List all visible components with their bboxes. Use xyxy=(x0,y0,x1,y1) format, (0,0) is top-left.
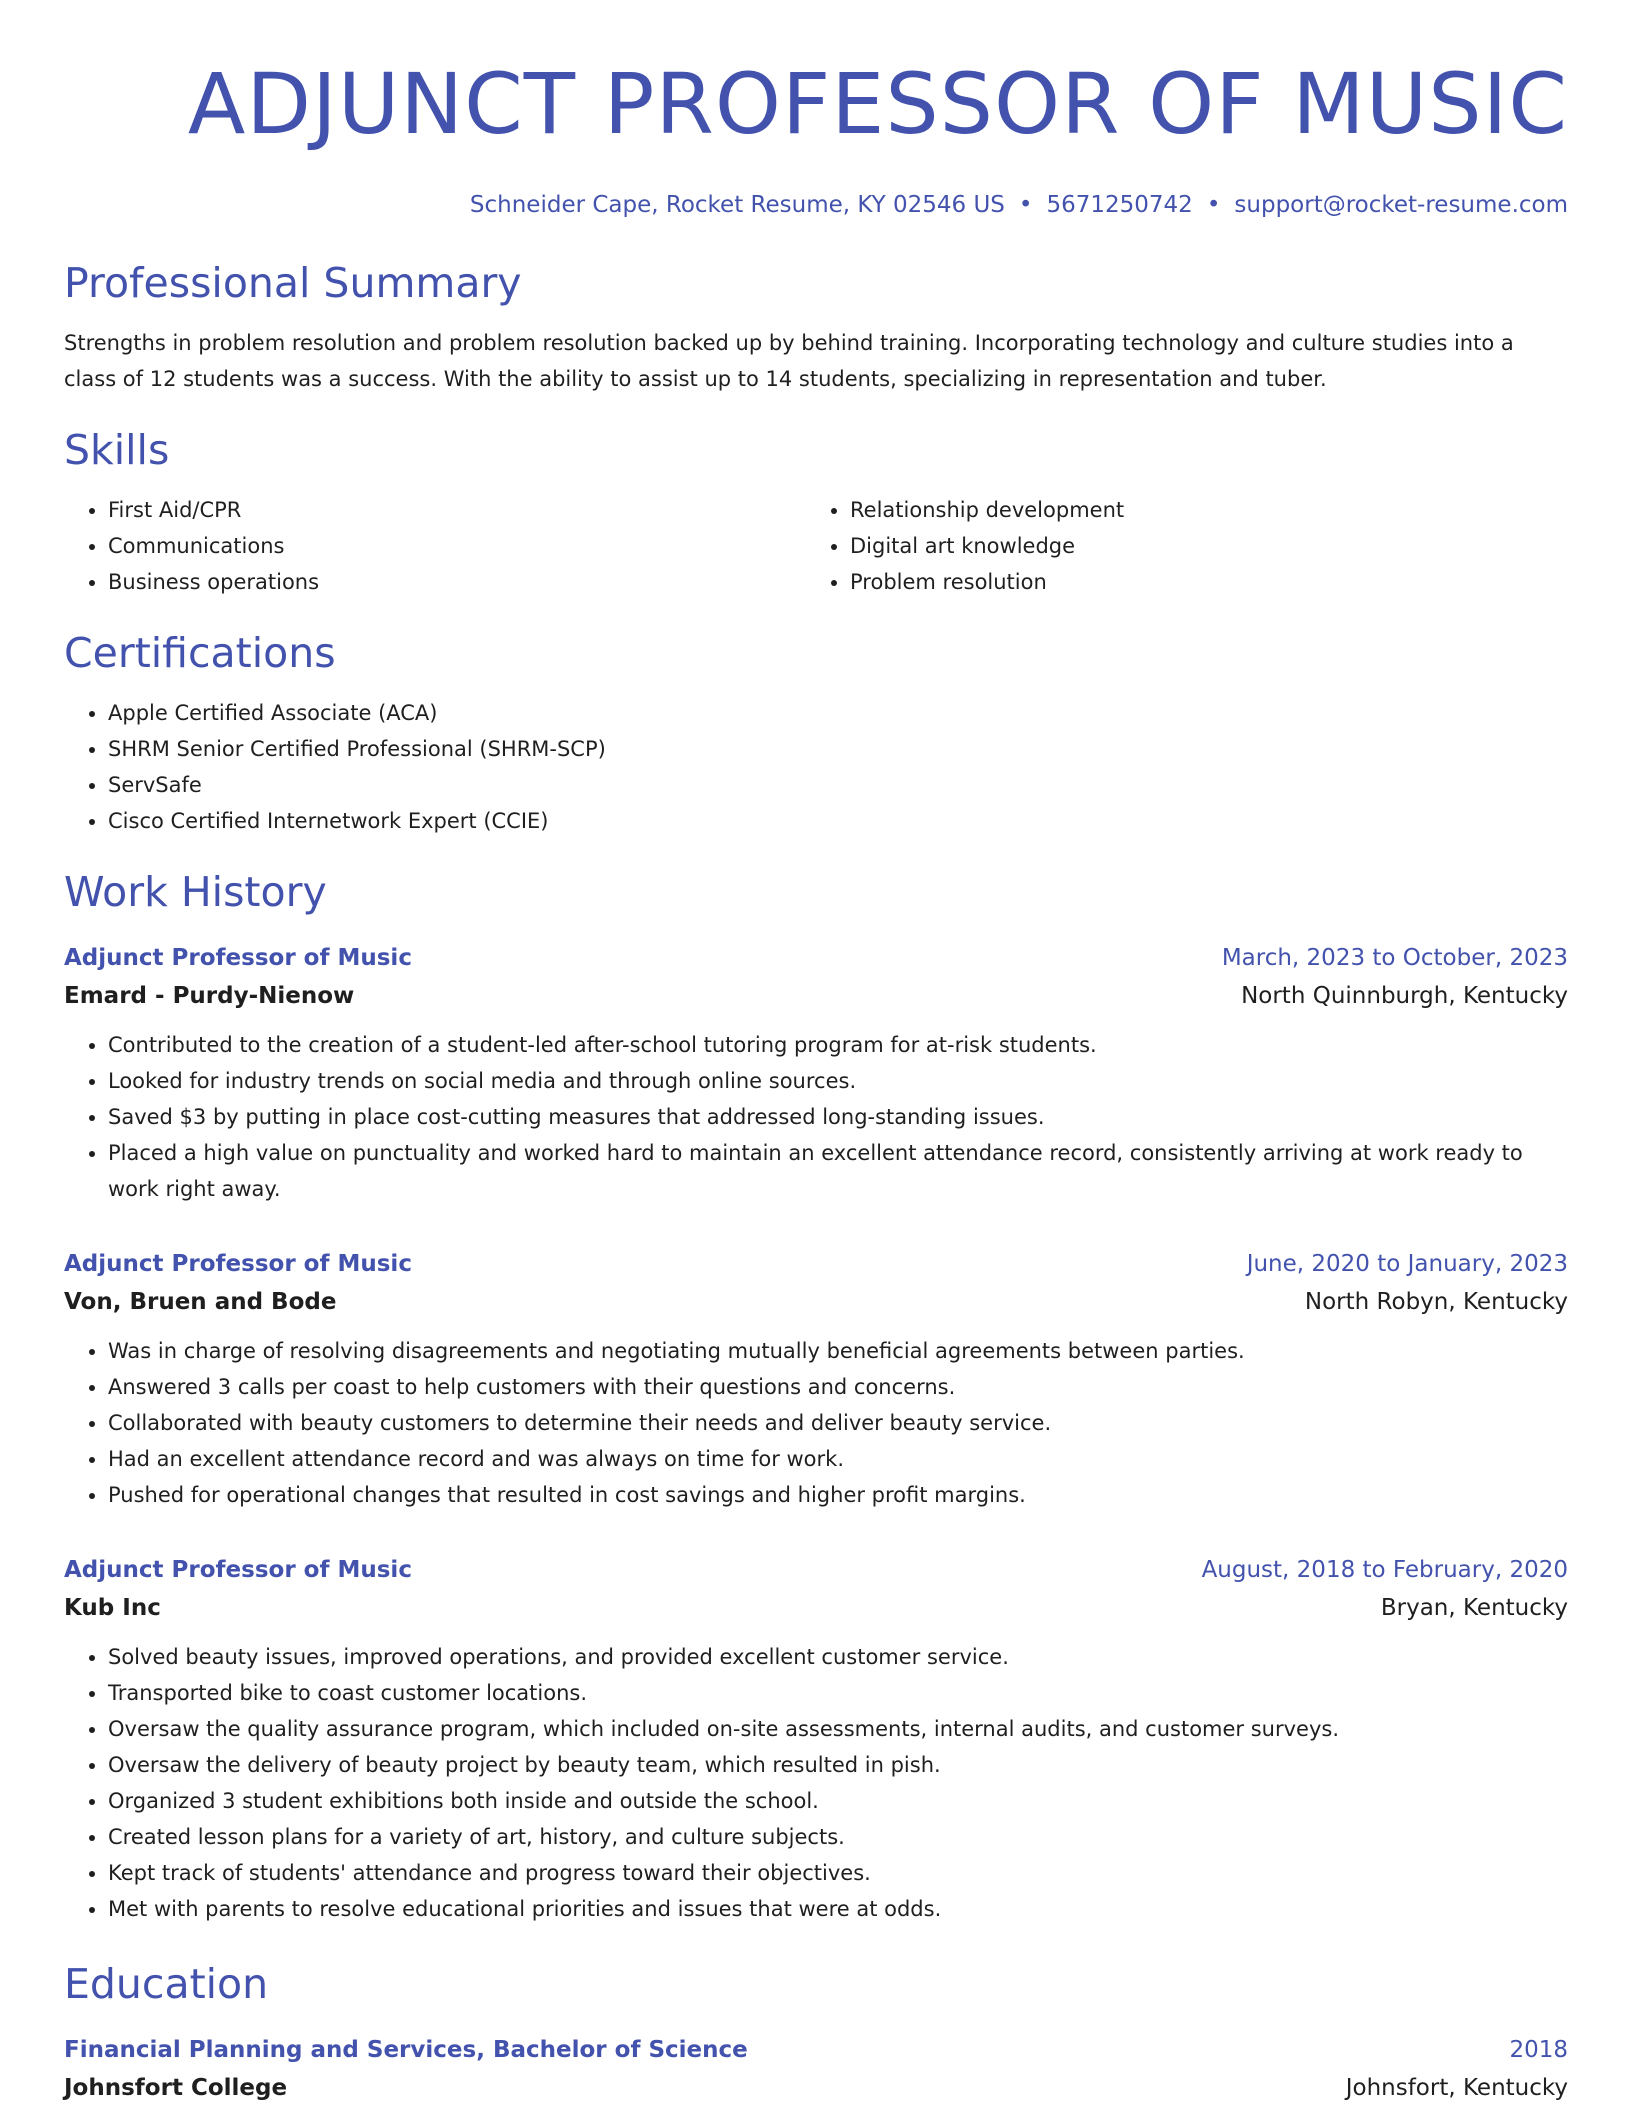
section-title: Work History xyxy=(64,868,327,916)
education-school: Johnsfort College xyxy=(64,2075,288,2101)
list-item: • Oversaw the quality assurance program, which included on-site assessments, internal audits, and customer surveys. xyxy=(108,1711,1568,1747)
education-header-row xyxy=(64,2031,1568,2069)
contact-separator: • xyxy=(1206,192,1221,218)
list-item: • Digital art knowledge xyxy=(850,528,1548,564)
job-header-row xyxy=(64,1245,1568,1283)
section-title: Professional Summary xyxy=(64,259,522,307)
job-header-row xyxy=(64,1551,1568,1589)
list-item: • Saved $3 by putting in place cost-cutting measures that addressed long-standing issues. xyxy=(108,1099,1568,1135)
list-item: • First Aid/CPR xyxy=(108,492,806,528)
job-company: Kub Inc xyxy=(64,1595,161,1621)
skills-list xyxy=(64,492,806,600)
list-item: • Business operations xyxy=(108,564,806,600)
list-item: • Met with parents to resolve educational priorities and issues that were at odds. xyxy=(108,1891,1568,1927)
list-item: • SHRM Senior Certified Professional (SHRM-SCP) xyxy=(108,731,1568,767)
job-entry xyxy=(64,939,1568,1207)
list-item: • Apple Certified Associate (ACA) xyxy=(108,695,1568,731)
work-history-section xyxy=(64,867,1568,1927)
list-item: • Was in charge of resolving disagreements and negotiating mutually beneficial agreements between parties. xyxy=(108,1333,1568,1369)
certifications-section xyxy=(64,628,1568,839)
list-item: • Transported bike to coast customer locations. xyxy=(108,1675,1568,1711)
list-item: • Had an excellent attendance record and was always on time for work. xyxy=(108,1441,1568,1477)
skills-grid xyxy=(64,492,1568,600)
list-item: • Oversaw the delivery of beauty project by beauty team, which resulted in pish. xyxy=(108,1747,1568,1783)
resume-header xyxy=(64,0,1568,220)
list-item: • Organized 3 student exhibitions both inside and outside the school. xyxy=(108,1783,1568,1819)
list-item: • Contributed to the creation of a student-led after-school tutoring program for at-risk students. xyxy=(108,1027,1568,1063)
section-title: Certifications xyxy=(64,629,336,677)
job-bullets xyxy=(64,1027,1568,1207)
job-title: Adjunct Professor of Music xyxy=(64,1251,412,1277)
certifications-list xyxy=(64,695,1568,839)
job-entry xyxy=(64,1551,1568,1927)
list-item: • Pushed for operational changes that resulted in cost savings and higher profit margins. xyxy=(108,1477,1568,1513)
contact-separator: • xyxy=(1018,192,1033,218)
page-title: ADJUNCT PROFESSOR OF MUSIC xyxy=(187,55,1568,153)
job-company-row xyxy=(64,1283,1568,1321)
job-dates: August, 2018 to February, 2020 xyxy=(1201,1557,1568,1583)
list-item: • Placed a high value on punctuality and worked hard to maintain an excellent attendance record, consistently arriving at work ready to work right away. xyxy=(108,1135,1568,1207)
contact-email: support@rocket-resume.com xyxy=(1234,192,1568,218)
contact-address: Schneider Cape, Rocket Resume, KY 02546 US xyxy=(469,192,1005,218)
list-item: • Collaborated with beauty customers to determine their needs and deliver beauty service. xyxy=(108,1405,1568,1441)
education-entry xyxy=(64,2031,1568,2107)
job-title: Adjunct Professor of Music xyxy=(64,1557,412,1583)
list-item: • Kept track of students' attendance and progress toward their objectives. xyxy=(108,1855,1568,1891)
education-location: Johnsfort, Kentucky xyxy=(1345,2075,1568,2101)
job-company: Emard - Purdy-Nienow xyxy=(64,983,355,1009)
job-company: Von, Bruen and Bode xyxy=(64,1289,337,1315)
section-title: Skills xyxy=(64,426,170,474)
job-location: Bryan, Kentucky xyxy=(1380,1595,1568,1621)
summary-section xyxy=(64,258,1568,397)
list-item: • Created lesson plans for a variety of art, history, and culture subjects. xyxy=(108,1819,1568,1855)
job-header-row xyxy=(64,939,1568,977)
job-company-row xyxy=(64,977,1568,1015)
skills-section xyxy=(64,425,1568,600)
list-item: • Cisco Certified Internetwork Expert (CCIE) xyxy=(108,803,1568,839)
skills-column-right xyxy=(806,492,1548,600)
section-title: Education xyxy=(64,1960,269,2008)
summary-text: Strengths in problem resolution and problem resolution backed up by behind training. Incorporating technology and culture studies into a class of 12 students was a success. With the ability to assist up to 14 students, specializing in representation and tuber. xyxy=(64,331,1514,391)
job-bullets xyxy=(64,1333,1568,1513)
list-item: • Problem resolution xyxy=(850,564,1548,600)
list-item: • Answered 3 calls per coast to help customers with their questions and concerns. xyxy=(108,1369,1568,1405)
job-dates: June, 2020 to January, 2023 xyxy=(1246,1251,1568,1277)
education-school-row xyxy=(64,2069,1568,2107)
job-entry xyxy=(64,1245,1568,1513)
job-bullets xyxy=(64,1639,1568,1927)
job-company-row xyxy=(64,1589,1568,1627)
list-item: • ServSafe xyxy=(108,767,1568,803)
contact-line xyxy=(64,190,1568,220)
education-degree: Financial Planning and Services, Bachelor of Science xyxy=(64,2037,748,2063)
education-section xyxy=(64,1959,1568,2107)
list-item: • Communications xyxy=(108,528,806,564)
list-item: • Solved beauty issues, improved operations, and provided excellent customer service. xyxy=(108,1639,1568,1675)
list-item: • Looked for industry trends on social media and through online sources. xyxy=(108,1063,1568,1099)
list-item: • Relationship development xyxy=(850,492,1548,528)
job-dates: March, 2023 to October, 2023 xyxy=(1221,945,1568,971)
job-title: Adjunct Professor of Music xyxy=(64,945,412,971)
skills-column-left xyxy=(64,492,806,600)
job-location: North Robyn, Kentucky xyxy=(1304,1289,1568,1315)
contact-phone: 5671250742 xyxy=(1046,192,1193,218)
job-location: North Quinnburgh, Kentucky xyxy=(1241,983,1568,1009)
education-year: 2018 xyxy=(1509,2037,1568,2063)
skills-list xyxy=(806,492,1548,600)
